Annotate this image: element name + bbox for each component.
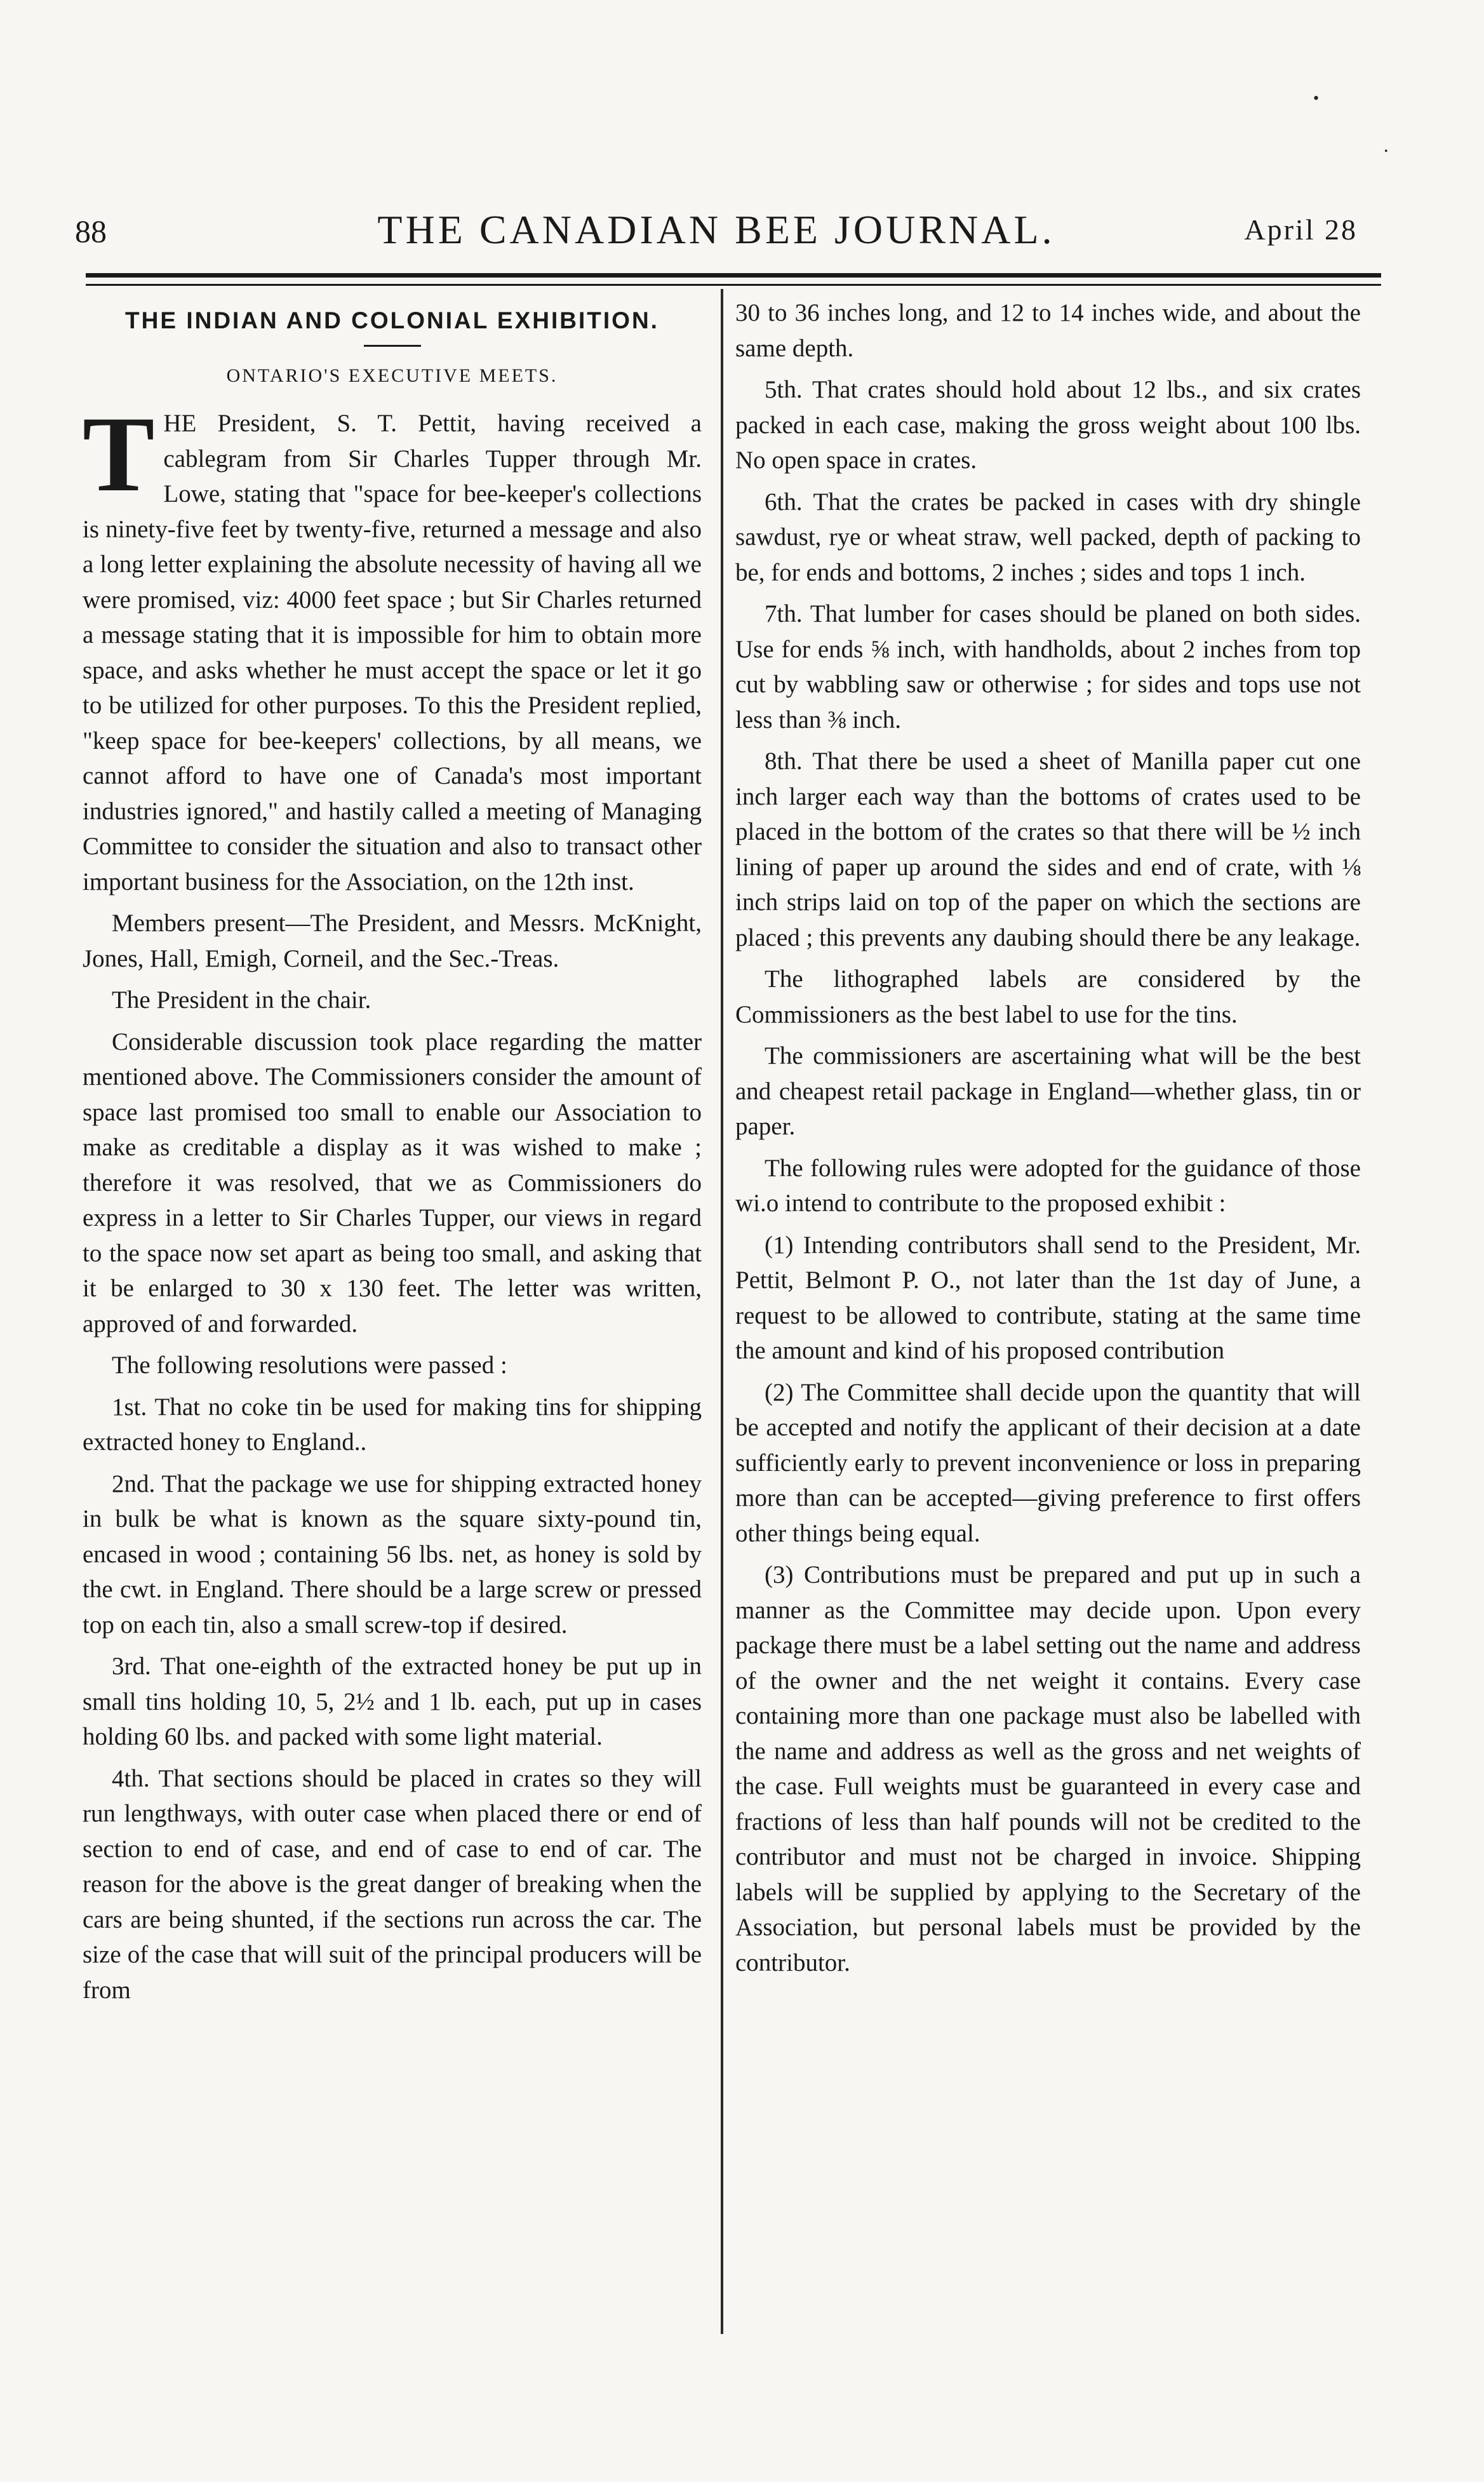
paragraph: The President in the chair. — [112, 986, 371, 1014]
article-title: THE INDIAN AND COLONIAL EXHIBITION. — [125, 307, 659, 333]
resolution-item: 3rd. That one-eighth of the extracted honey be put up in small tins holding 10, 5, 2½ and 1 lb. each, put up in cases holding 60 lbs. and packed with some light material. — [83, 1653, 702, 1750]
page-header — [75, 206, 1358, 264]
paragraph: 30 to 36 inches long, and 12 to 14 inches wide, and about the same depth. — [735, 299, 1361, 362]
page-number: 88 — [75, 213, 107, 249]
resolution-item: 1st. That no coke tin be used for making tins for shipping extracted honey to England.. — [83, 1393, 702, 1456]
rule-item: (1) Intending contributors shall send to the President, Mr. Pettit, Belmont P. O., not later than the 1st day of June, a request to be allowed to contribute, stating at the same time the amount and kind of his proposed contribution — [735, 1231, 1361, 1364]
opening-paragraph — [83, 394, 702, 899]
resolution-item: 7th. That lumber for cases should be planed on both sides. Use for ends ⅝ inch, with handholds, about 2 inches from top cut by wabbling saw or otherwise ; for sides and tops use not less than ⅜ inch. — [735, 600, 1361, 734]
title-rule — [364, 345, 421, 347]
paragraph: The following rules were adopted for the guidance of those wi.o intend to contribute to the proposed exhibit : — [735, 1154, 1361, 1217]
resolution-item: 5th. That crates should hold about 12 lbs., and six crates packed in each case, making the gross weight about 100 lbs. No open space in crates. — [735, 376, 1361, 474]
issue-date: April 28 — [1244, 213, 1358, 246]
column-divider — [721, 289, 723, 2334]
paragraph: Considerable discussion took place regarding the matter mentioned above. The Commissioners consider the amount of space last promised too small to enable our Association to make as creditable a display as it was wished to make ; therefore it was resolved, that we as Commissioners do express in a letter to Sir Charles Tupper, our views in regard to the space now set apart as being too small, and asking that it be enlarged to 30 x 130 feet. The letter was written, approved of and forwarded. — [83, 1028, 702, 1338]
journal-title: THE CANADIAN BEE JOURNAL. — [377, 207, 1055, 252]
paragraph-text: HE President, S. T. Pettit, having received a cablegram from Sir Charles Tupper through Mr. Lowe, stating that "space for bee-keeper's collections is ninety-five feet by twenty-five, returned a message and also a long letter explaining the absolute necessity of having all we were promised, viz: 4000 feet space ; but Sir Charles returned a message stating that it is impossible for him to obtain more space, and asks whether he must accept the space or let it go to be utilized for other purposes. To this the President replied, "keep space for bee-keepers' collections, by all means, we cannot afford to have one of Canada's most important industries ignored," and hastily called a meeting of Managing Committee to consider the situation and also to transact other important business for the Association, on the 12th inst. — [83, 410, 702, 896]
rule-item: (3) Contributions must be prepared and put up in such a manner as the Committee may decide upon. Upon every package there must be a label setting out the name and address of the owner and the net weight it contains. Every case containing more than one package must also be labelled with the name and address as well as the gross and net weights of the case. Full weights must be guaranteed in every case and fractions of less than half pounds will not be credited to the contributor and must not be charged in invoice. Shipping labels will be supplied by applying to the Secretary of the Association, but personal labels must be provided by the contributor. — [735, 1561, 1361, 1976]
article-subheading: ONTARIO'S EXECUTIVE MEETS. — [226, 365, 558, 386]
print-speck: • — [1384, 146, 1388, 157]
print-speck: • — [1313, 89, 1320, 107]
resolution-item: 2nd. That the package we use for shipping extracted honey in bulk be what is known as the square sixty-pound tin, encased in wood ; containing 56 lbs. net, as honey is sold by the cwt. in England. There should be a large screw or pressed top on each tin, also a small screw-top if desired. — [83, 1470, 702, 1639]
paragraph: Members present—The President, and Messrs. McKnight, Jones, Hall, Emigh, Corneil, and the Sec.-Treas. — [83, 909, 702, 972]
header-rule-thick — [86, 273, 1381, 278]
resolution-item: 8th. That there be used a sheet of Manilla paper cut one inch larger each way than the bottoms of crates used to be placed in the bottom of the crates so that there will be ½ inch lining of paper up around the sides and end of crate, with ⅛ inch strips laid on top of the paper on which the sections are placed ; this prevents any daubing should there be any leakage. — [735, 748, 1361, 951]
resolution-item: 4th. That sections should be placed in crates so they will run lengthways, with outer case when placed there or end of section to end of case, and end of case to end of car. The reason for the above is the great danger of breaking when the cars are being shunted, if the sections run across the car. The size of the case that will suit of the principal producers will be from — [83, 1764, 702, 2004]
rule-item: (2) The Committee shall decide upon the quantity that will be accepted and notify the applicant of their decision at a date sufficiently early to prevent inconvenience or loss in preparing more than can be accepted—giving preference to first offers other things being equal. — [735, 1378, 1361, 1547]
article-column-left — [83, 295, 702, 2014]
paragraph: The lithographed labels are considered by the Commissioners as the best label to use for the tins. — [735, 965, 1361, 1028]
resolution-item: 6th. That the crates be packed in cases with dry shingle sawdust, rye or wheat straw, well packed, depth of packing to be, for ends and bottoms, 2 inches ; sides and tops 1 inch. — [735, 488, 1361, 586]
header-rule-thin — [86, 284, 1381, 286]
paragraph: The following resolutions were passed : — [112, 1352, 507, 1379]
article-column-right — [735, 295, 1361, 1987]
drop-cap: T — [83, 394, 155, 514]
paragraph: The commissioners are ascertaining what will be the best and cheapest retail package in England—whether glass, tin or paper. — [735, 1042, 1361, 1140]
